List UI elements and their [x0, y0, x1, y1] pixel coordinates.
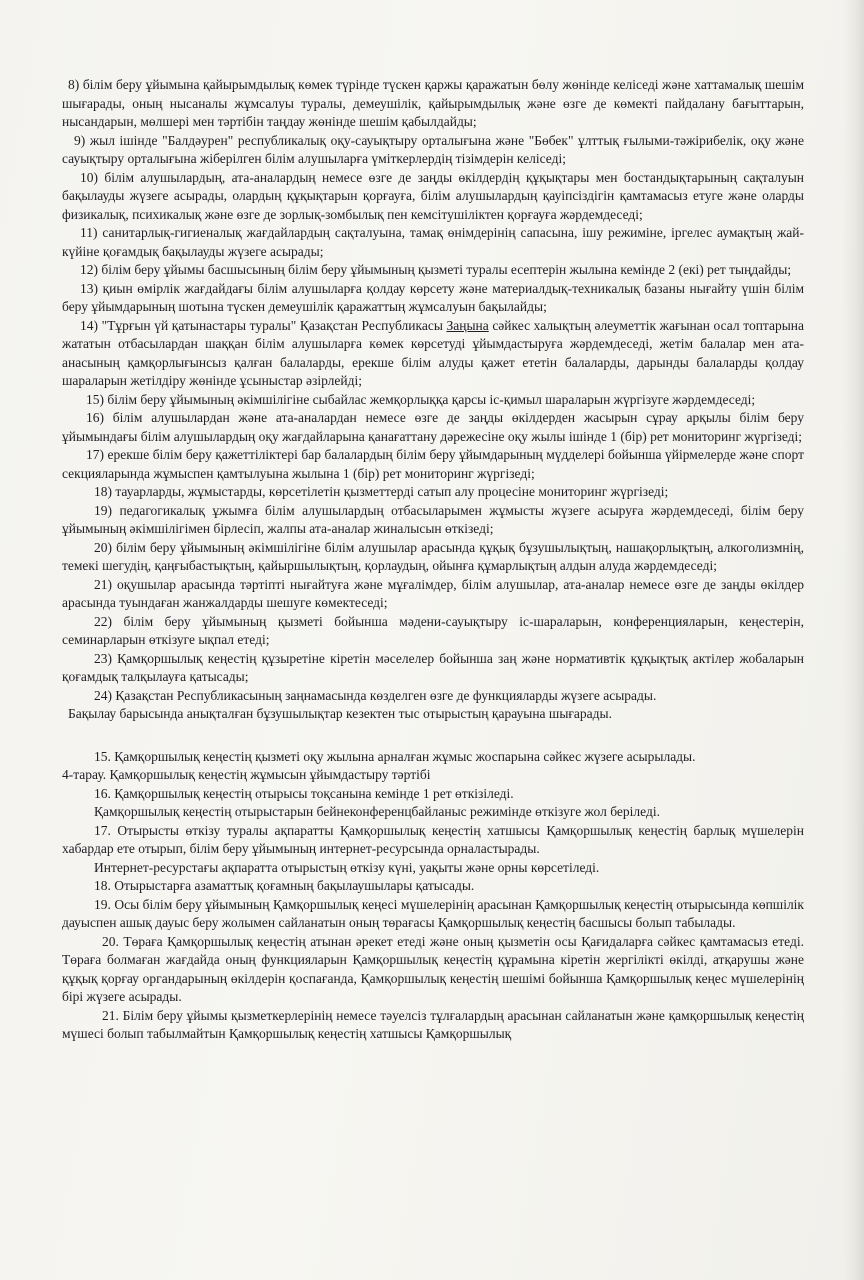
paragraph-11: 11) санитарлық-гигиеналық жағдайлардың сақталуына, тамақ өнімдерінің сапасына, ішу режиміне, іргелес аумақтың жай-күйіне қоғамдық бақылауды жүзеге асырады;	[62, 225, 804, 259]
clause-17-info: Интернет-ресурстағы ақпаратта отырыстың өткізу күні, уақыты және орны көрсетіледі.	[94, 859, 600, 875]
paragraph-19: 19) педагогикалық ұжымға білім алушылардың отбасыларымен жұмысты жүзеге асыруға жәрдемдеседі, білім беру ұйымының әкімшілігімен бірлесіп, жалпы ата-аналар жиналысын өткізеді;	[62, 502, 804, 536]
paragraph-14-end: сәйкес халықтың әлеуметтік жағынан осал топтарына жататын отбасылардан шаққан білім алушыларға көмек көрсетуді ұйымдастыруға жәрдемдеседі, жетім балалар мен ата-анасының қамқорлығынсыз қалған балаларды, ерекше білім алуды қажет ететін балаларды, дарынды балаларды қолдау шараларын жетілдіру жөнінде ұсыныстар әзірлейді;	[62, 317, 805, 388]
clause-21: 21. Білім беру ұйымы қызметкерлерінің немесе тәуелсіз тұлғалардың арасынан сайланатын және қамқоршылық кеңестің мүшесі болып табылмайтын Қамқоршылық кеңестің хатшысы Қамқоршылық	[62, 1007, 804, 1041]
paragraph-17: 17) ерекше білім беру қажеттіліктері бар балалардың білім беру ұйымдарының мүдделері бойынша үйірмелерде және спорт секцияларында жұмыспен қамтылуына жылына 1 (бір) рет мониторинг жүргізеді;	[62, 447, 804, 481]
law-link[interactable]: Заңына	[446, 317, 489, 333]
paragraph-control-results: Бақылау барысында анықталған бұзушылықтар кезектен тыс отырыстың қарауына шығарады.	[68, 706, 612, 721]
paragraph-20: 20) білім беру ұйымының әкімшілігіне білім алушылар арасында құқық бұзушылықтың, нашақорлықтың, алкоголизмнің, темекі шегудің, қаңғыбастықтың, қайыршылықтың, қорлаудың, ойынға құмарлықтың алдын алуда жәрдемдеседі;	[62, 539, 804, 573]
paragraph-9: 9) жыл ішінде "Балдәурен" республикалық оқу-сауықтыру орталығына және "Бөбек" ұлттық ғылыми-тәжірибелік, оқу және сауықтыру орталығына жіберілген білім алушыларға үміткерлердің тізімдерін келіседі;	[62, 132, 804, 166]
paragraph-13: 13) қиын өмірлік жағдайдағы білім алушыларға қолдау көрсету және материалдық-техникалық базаны нығайту үшін білім беру ұйымдарының шотына түскен демеушілік қаражаттың жұмсалуын бақылайды;	[62, 280, 804, 314]
clause-19: 19. Осы білім беру ұйымының Қамқоршылық кеңесі мүшелерінің арасынан Қамқоршылық кеңестің отырысында көпшілік дауыспен ашық дауыс беру жолымен сайланатын оның төрағасы Қамқоршылық кеңестің басшысы болып табылады.	[62, 896, 804, 930]
paragraph-24: 24) Қазақстан Республикасының заңнамасында көзделген өзге де функцияларды жүзеге асырады.	[94, 687, 657, 703]
paragraph-15: 15) білім беру ұйымының әкімшілігіне сыбайлас жемқорлыққа қарсы іс-қимыл шараларын жүргізуге жәрдемдеседі;	[86, 391, 756, 407]
clause-16-video: Қамқоршылық кеңестің отырыстарын бейнеконференцбайланыс режимінде өткізуге жол беріледі.	[94, 804, 660, 819]
paragraph-14-start: 14) "Тұрғын үй қатынастары туралы" Қазақстан Республикасы	[80, 317, 447, 333]
clause-15: 15. Қамқоршылық кеңестің қызметі оқу жылына арналған жұмыс жоспарына сәйкес жүзеге асырылады.	[94, 748, 696, 764]
paragraph-8: 8) білім беру ұйымына қайырымдылық көмек түрінде түскен қаржы қаражатын бөлу жөнінде келіседі және хаттамалық шешім шығарады, оның нысаналы жұмсалуы туралы, демеушілік, қайырымдылық және өзге де көмекті пайдалану бағыттарын, нысандарын, мөлшері мен тәртібін таңдау жөнінде шешім қабылдайды;	[62, 77, 804, 129]
paragraph-10: 10) білім алушылардың, ата-аналардың немесе өзге де заңды өкілдердің құқықтары мен бостандықтарының сақталуын бақылауды жүзеге асырады, олардың құқықтарын қорғауға, білім алушылардың қауіпсіздігін қамтамасыз етуге және оларды физикалық, психикалық және өзге де зорлық-зомбылық пен кемсітушіліктен қорғауға жәрдемдеседі;	[62, 169, 804, 222]
paragraph-12: 12) білім беру ұйымы басшысының білім беру ұйымының қызметі туралы есептерін жылына кемінде 2 (екі) рет тыңдайды;	[80, 262, 792, 277]
chapter-heading: 4-тарау. Қамқоршылық кеңестің жұмысын ұйымдастыру тәртібі	[62, 767, 431, 782]
clause-20: 20. Төраға Қамқоршылық кеңестің атынан әрекет етеді және оның қызметін осы Қағидаларға сәйкес қамтамасыз етеді. Төраға болмаған жағдайда оның функцияларын Қамқоршылық кеңестің құрамына кіретін жергілікті өкілді, атқарушы және құқық қорғау органдарының өкілдерін қоспағанда, Қамқоршылық кеңестің шешімі бойынша Қамқоршылық кеңес мүшелерінің бірі жүзеге асырады.	[62, 933, 804, 1004]
paragraph-14	[62, 317, 804, 391]
section-gap	[62, 724, 804, 748]
paragraph-16: 16) білім алушылардан және ата-аналардан немесе өзге де заңды өкілдерден жасырын сұрау арқылы білім беру ұйымындағы білім алушылардың оқу жағдайларына қанағаттану дәрежесіне оқу жылы ішінде 1 (бір) рет мониторинг жүргізеді;	[62, 410, 804, 444]
page-fold-shadow	[842, 0, 864, 1280]
clause-18: 18. Отырыстарға азаматтық қоғамның бақылаушылары қатысады.	[94, 878, 475, 893]
paragraph-23: 23) Қамқоршылық кеңестің құзыретіне кіретін мәселелер бойынша заң және нормативтік құқықтық актілер жобаларын қоғамдық талқылауға қатысады;	[62, 650, 804, 684]
document-body	[62, 76, 804, 1044]
paragraph-21: 21) оқушылар арасында тәртіпті нығайтуға және мұғалімдер, білім алушылар, ата-аналар немесе өзге де заңды өкілдер арасында туындаған жанжалдарды шешуге көмектеседі;	[62, 576, 804, 610]
paragraph-18: 18) тауарларды, жұмыстарды, көрсетілетін қызметтерді сатып алу процесіне мониторинг жүргізеді;	[94, 484, 669, 499]
paragraph-22: 22) білім беру ұйымының қызметі бойынша мәдени-сауықтыру іс-шараларын, конференцияларын, кеңестерін, семинарларын өткізуге ықпал етеді;	[62, 613, 804, 647]
clause-17: 17. Отырысты өткізу туралы ақпаратты Қамқоршылық кеңестің хатшысы Қамқоршылық кеңестің барлық мүшелерін хабардар ете отырып, білім беру ұйымының интернет-ресурсында орналастырады.	[62, 822, 804, 856]
clause-16: 16. Қамқоршылық кеңестің отырысы тоқсанына кемінде 1 рет өткізіледі.	[94, 785, 514, 801]
